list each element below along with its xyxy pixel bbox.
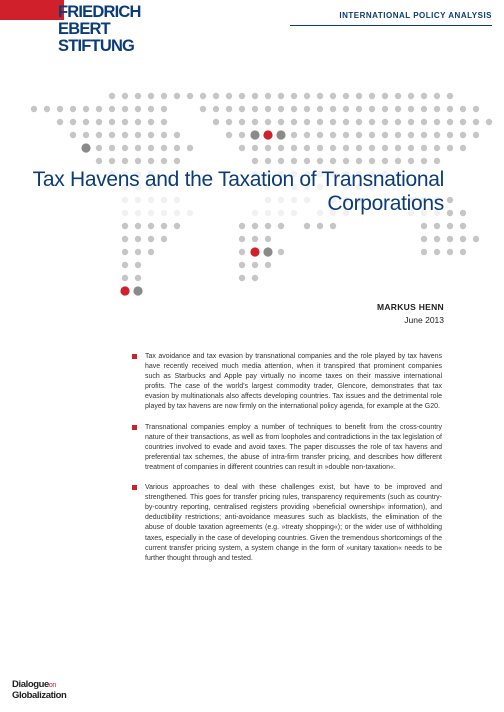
map-dot	[369, 158, 375, 164]
map-dot	[109, 93, 115, 99]
map-dot	[31, 106, 37, 112]
map-dot	[304, 223, 310, 229]
map-dot	[213, 93, 219, 99]
map-dot	[278, 158, 284, 164]
map-dot	[291, 119, 297, 125]
map-dot	[252, 119, 258, 125]
map-dot	[200, 106, 206, 112]
map-dot	[356, 145, 362, 151]
map-dot	[291, 132, 297, 138]
map-dot	[408, 106, 414, 112]
map-dot	[447, 210, 453, 216]
map-dot	[135, 275, 141, 281]
map-dot	[330, 119, 336, 125]
map-dot	[304, 93, 310, 99]
map-dot	[96, 158, 102, 164]
map-dot	[382, 119, 388, 125]
map-dot	[122, 93, 128, 99]
map-dot	[239, 262, 245, 268]
map-dot	[356, 106, 362, 112]
map-dot	[460, 223, 466, 229]
map-dot	[460, 106, 466, 112]
map-dot	[239, 249, 245, 255]
document-title: Tax Havens and the Taxation of Transnational Corporations	[24, 166, 444, 218]
map-dot	[395, 93, 401, 99]
map-dot	[369, 119, 375, 125]
map-dot	[369, 145, 375, 151]
map-dot	[434, 236, 440, 242]
map-dot	[473, 132, 479, 138]
map-dot	[252, 93, 258, 99]
map-dot	[265, 93, 271, 99]
map-dot	[161, 132, 167, 138]
map-dot	[330, 158, 336, 164]
map-dot	[122, 262, 128, 268]
map-dot	[109, 132, 115, 138]
map-dot	[44, 106, 50, 112]
map-dot	[278, 145, 284, 151]
map-dot	[460, 236, 466, 242]
summary-text: Tax avoidance and tax evasion by transnational companies and the role played by tax havens have recently received much media attention, when it transpired that prominent companies such as Starbucks and Apple pay virtually no income taxes on their massive international profits. The case of the world’s largest commodity trader, Glencore, demonstrates that tax evasion by multinationals also affects developing countries. Tax issues and the detrimental role played by tax havens are now firmly on the international policy agenda, for example at the G20.	[145, 353, 442, 411]
map-dot	[447, 106, 453, 112]
map-dot	[278, 223, 284, 229]
map-dot	[135, 93, 141, 99]
map-dot	[421, 236, 427, 242]
map-dot	[434, 132, 440, 138]
map-dot	[135, 223, 141, 229]
map-dot	[96, 145, 102, 151]
map-dot	[252, 236, 258, 242]
map-dot	[447, 249, 453, 255]
map-dot	[317, 223, 323, 229]
map-dot	[226, 119, 232, 125]
map-dot	[252, 275, 258, 281]
map-dot	[122, 132, 128, 138]
map-dot	[382, 145, 388, 151]
map-dot	[421, 106, 427, 112]
map-dot	[161, 223, 167, 229]
map-dot	[265, 223, 271, 229]
map-dot	[83, 132, 89, 138]
map-dot	[421, 119, 427, 125]
map-dot	[408, 119, 414, 125]
map-dot	[148, 158, 154, 164]
map-dot	[252, 145, 258, 151]
map-dot	[161, 158, 167, 164]
map-dot	[278, 249, 284, 255]
map-dot	[330, 93, 336, 99]
map-dot	[317, 106, 323, 112]
map-dot	[187, 145, 193, 151]
map-dot	[304, 132, 310, 138]
map-dot	[148, 236, 154, 242]
map-dot	[291, 145, 297, 151]
map-dot	[239, 223, 245, 229]
map-dot	[174, 132, 180, 138]
map-dot	[291, 158, 297, 164]
map-dot	[395, 145, 401, 151]
map-dot	[148, 249, 154, 255]
map-dot	[252, 106, 258, 112]
map-dot	[83, 106, 89, 112]
map-dot	[408, 145, 414, 151]
map-dot	[356, 119, 362, 125]
map-dot	[317, 132, 323, 138]
map-dot	[408, 158, 414, 164]
map-dot	[486, 119, 492, 125]
map-dot	[434, 249, 440, 255]
map-dot	[382, 106, 388, 112]
footer-line2: Globalization	[12, 690, 67, 701]
map-dot	[122, 223, 128, 229]
map-dot	[122, 275, 128, 281]
map-dot	[239, 106, 245, 112]
map-dot	[382, 158, 388, 164]
map-dot	[265, 119, 271, 125]
map-dot	[252, 158, 258, 164]
map-dot	[473, 119, 479, 125]
map-dot	[447, 223, 453, 229]
author-name: MARKUS HENN	[376, 302, 444, 312]
map-dot	[96, 106, 102, 112]
map-dot	[226, 106, 232, 112]
map-dot	[250, 247, 259, 256]
map-dot	[120, 286, 129, 295]
bullet-square-icon	[132, 425, 137, 430]
map-dot	[239, 275, 245, 281]
map-dot	[317, 158, 323, 164]
map-dot	[447, 145, 453, 151]
map-dot	[473, 236, 479, 242]
map-dot	[356, 93, 362, 99]
map-dot	[447, 197, 453, 203]
map-dot	[135, 119, 141, 125]
map-dot	[265, 106, 271, 112]
map-dot	[434, 223, 440, 229]
dialogue-on-globalization-logo	[12, 680, 102, 701]
map-dot	[239, 119, 245, 125]
map-dot	[174, 93, 180, 99]
map-dot	[343, 119, 349, 125]
map-dot	[57, 119, 63, 125]
map-dot	[421, 223, 427, 229]
map-dot	[226, 132, 232, 138]
bullet-square-icon	[132, 354, 137, 359]
map-dot	[278, 106, 284, 112]
map-dot	[460, 119, 466, 125]
map-dot	[161, 236, 167, 242]
map-dot	[263, 247, 272, 256]
map-dot	[447, 132, 453, 138]
map-dot	[122, 145, 128, 151]
map-dot	[369, 106, 375, 112]
map-dot	[421, 132, 427, 138]
map-dot	[434, 145, 440, 151]
summary-item	[132, 423, 442, 473]
summary-text: Transnational companies employ a number of techniques to benefit from the cross-country nature of their transactions, as well as from loopholes and contradictions in the tax legislation of countries involved to evade and avoid taxes. The paper discusses the role of tax havens and preferential tax schemes, the abuse of intra-firm transfer pricing, and describes how different treatment of companies in different countries can result in »double non-taxation«.	[145, 423, 442, 471]
map-dot	[330, 145, 336, 151]
map-dot	[265, 158, 271, 164]
map-dot	[434, 93, 440, 99]
map-dot	[148, 132, 154, 138]
map-dot	[187, 93, 193, 99]
map-dot	[148, 223, 154, 229]
map-dot	[57, 106, 63, 112]
map-dot	[161, 119, 167, 125]
map-dot	[265, 236, 271, 242]
map-dot	[250, 130, 259, 139]
map-dot	[213, 106, 219, 112]
map-dot	[343, 106, 349, 112]
map-dot	[96, 132, 102, 138]
map-dot	[226, 93, 232, 99]
map-dot	[135, 262, 141, 268]
map-dot	[291, 106, 297, 112]
map-dot	[83, 119, 89, 125]
footer-on: on	[48, 682, 56, 689]
map-dot	[304, 106, 310, 112]
map-dot	[369, 132, 375, 138]
map-dot	[252, 262, 258, 268]
footer-line1: Dialogue	[12, 679, 49, 690]
map-dot	[213, 119, 219, 125]
map-dot	[356, 132, 362, 138]
map-dot	[109, 106, 115, 112]
summary-item	[132, 483, 442, 564]
map-dot	[135, 145, 141, 151]
map-dot	[174, 158, 180, 164]
map-dot	[239, 236, 245, 242]
map-dot	[96, 119, 102, 125]
map-dot	[330, 223, 336, 229]
map-dot	[408, 132, 414, 138]
map-dot	[148, 119, 154, 125]
map-dot	[343, 145, 349, 151]
fes-logo	[0, 0, 148, 70]
map-dot	[122, 236, 128, 242]
map-dot	[408, 93, 414, 99]
map-dot	[421, 93, 427, 99]
map-dot	[239, 132, 245, 138]
bullet-square-icon	[132, 485, 137, 490]
map-dot	[70, 106, 76, 112]
map-dot	[122, 106, 128, 112]
map-dot	[382, 93, 388, 99]
map-dot	[263, 130, 272, 139]
map-dot	[278, 93, 284, 99]
map-dot	[239, 93, 245, 99]
summary-item	[132, 352, 442, 413]
map-dot	[174, 145, 180, 151]
map-dot	[343, 158, 349, 164]
map-dot	[330, 106, 336, 112]
map-dot	[395, 106, 401, 112]
map-dot	[447, 236, 453, 242]
series-label: INTERNATIONAL POLICY ANALYSIS	[339, 11, 492, 20]
map-dot	[122, 158, 128, 164]
publication-date: June 2013	[404, 315, 444, 325]
map-dot	[304, 119, 310, 125]
map-dot	[122, 119, 128, 125]
map-dot	[148, 106, 154, 112]
map-dot	[135, 158, 141, 164]
map-dot	[161, 106, 167, 112]
map-dot	[109, 145, 115, 151]
map-dot	[70, 119, 76, 125]
map-dot	[252, 223, 258, 229]
summary-text: Various approaches to deal with these challenges exist, but have to be improved and strengthened. This goes for transfer pricing rules, transparency requirements (such as country-by-country reporting, centralised registers providing »beneficial ownership« information), and deductibility restrictions; anti-avoidance measures such as blacklists, the elimination of the abuse of double taxation agreements (e.g. »treaty shopping«); or the wider use of withholding taxes, especially in the case of developing countries. Given the tremendous shortcomings of the current transfer pricing system, a system change in the form of »unitary taxation« needs to be further thought through and tested.	[145, 484, 442, 562]
map-dot	[161, 93, 167, 99]
map-dot	[343, 93, 349, 99]
map-dot	[317, 119, 323, 125]
map-dot	[291, 93, 297, 99]
map-dot	[356, 158, 362, 164]
map-dot	[460, 210, 466, 216]
map-dot	[135, 132, 141, 138]
map-dot	[317, 145, 323, 151]
map-dot	[434, 106, 440, 112]
map-dot	[135, 249, 141, 255]
summary-list	[132, 352, 442, 574]
map-dot	[148, 93, 154, 99]
map-dot	[382, 132, 388, 138]
map-dot	[330, 132, 336, 138]
map-dot	[109, 119, 115, 125]
map-dot	[447, 119, 453, 125]
map-dot	[369, 93, 375, 99]
map-dot	[239, 145, 245, 151]
map-dot	[395, 158, 401, 164]
map-dot	[265, 145, 271, 151]
map-dot	[174, 223, 180, 229]
map-dot	[135, 106, 141, 112]
map-dot	[304, 158, 310, 164]
map-dot	[122, 249, 128, 255]
map-dot	[133, 286, 142, 295]
map-dot	[460, 249, 466, 255]
map-dot	[460, 132, 466, 138]
logo-text: FRIEDRICH EBERT STIFTUNG	[58, 3, 141, 55]
map-dot	[317, 93, 323, 99]
map-dot	[343, 132, 349, 138]
map-dot	[304, 145, 310, 151]
map-dot	[278, 119, 284, 125]
map-dot	[434, 158, 440, 164]
map-dot	[81, 143, 90, 152]
map-dot	[200, 93, 206, 99]
map-dot	[434, 119, 440, 125]
map-dot	[109, 158, 115, 164]
map-dot	[135, 236, 141, 242]
map-dot	[421, 158, 427, 164]
map-dot	[473, 106, 479, 112]
map-dot	[276, 130, 285, 139]
series-rule	[290, 25, 492, 26]
map-dot	[148, 145, 154, 151]
map-dot	[395, 132, 401, 138]
logo-red-bar	[0, 0, 64, 20]
map-dot	[421, 145, 427, 151]
map-dot	[460, 145, 466, 151]
map-dot	[421, 249, 427, 255]
map-dot	[70, 132, 76, 138]
map-dot	[395, 119, 401, 125]
map-dot	[447, 93, 453, 99]
map-dot	[161, 145, 167, 151]
map-dot	[265, 262, 271, 268]
